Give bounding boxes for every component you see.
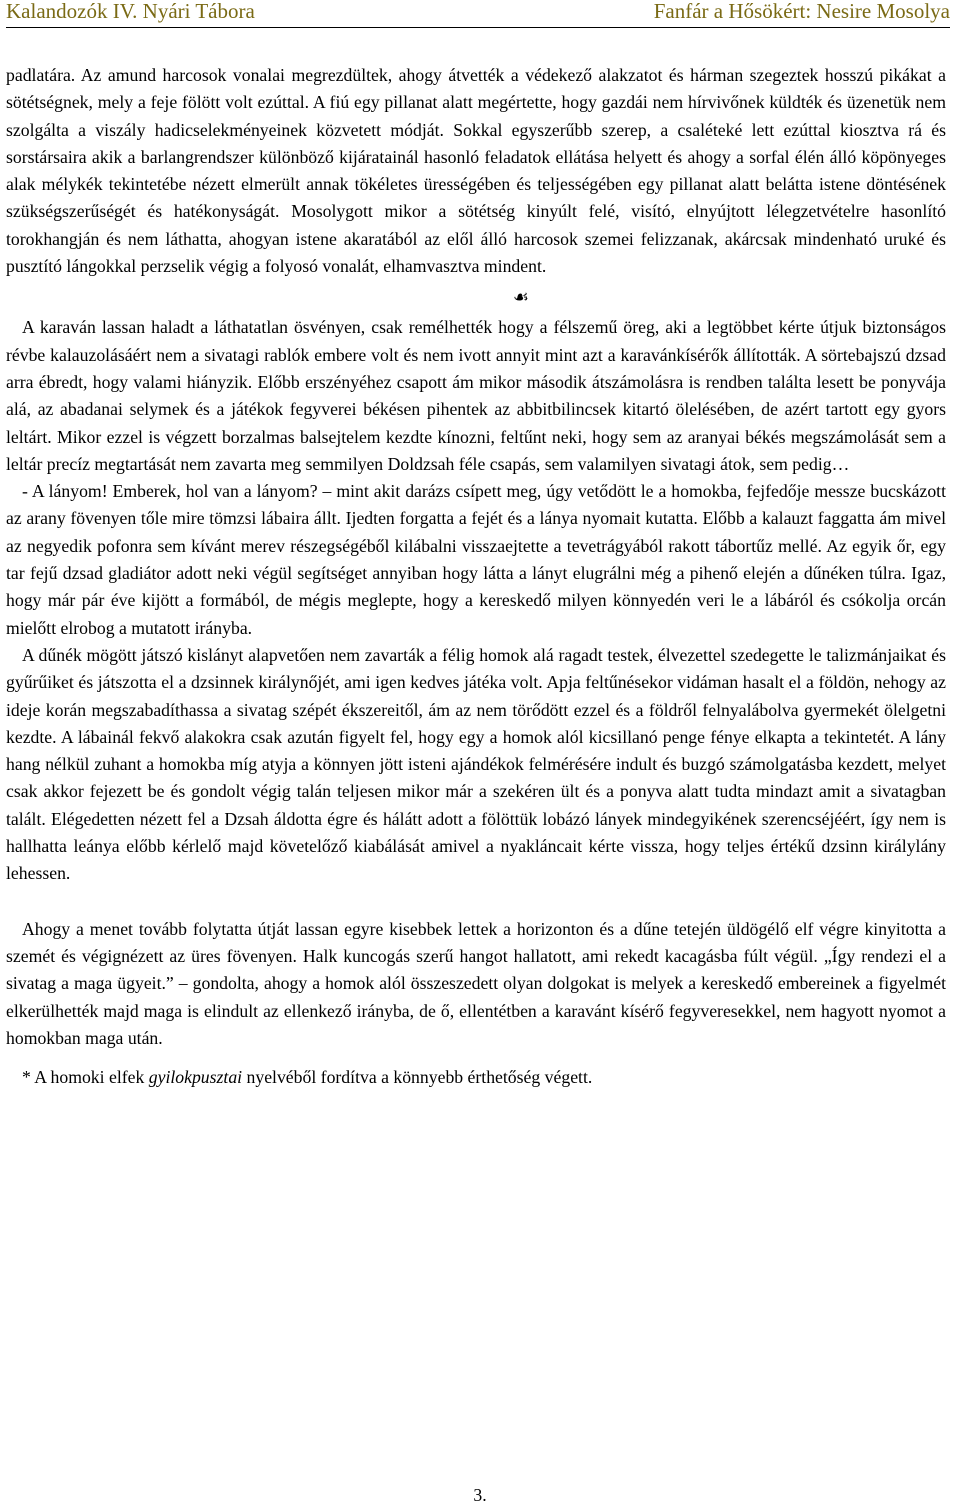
header-rule [6,27,950,28]
page-header [6,0,950,26]
section-separator-icon: ☙ [512,287,530,308]
paragraph-3: - A lányom! Emberek, hol van a lányom? – mint akit darázs csípett meg, úgy vetődött le a homokba, fejfedője messze bucskázott az arany fövenyen tőle mire tömzsi lábaira állt. Ijedten forgatta a fejét és a lánya nyomait kutatta. Előbb a kalauzt faggatta ám mivel az negyedik pofonra sem kívánt merev részegségéből kilábalni visszaejtette a tevetrágyából rakott tábortűz mellé. Az egyik őr, egy tar fejű dzsad gladiátor adott neki végül segítséget annyiban hogy látta a lányt elugrálni még a pihenő elején a dűnéken túlra. Igaz, hogy már pár éve kijött a formából, de mégis meglepte, hogy a kereskedő milyen könnyedén veri le a lábáról és csókolja orcán mielőtt elrobog a mutatott irányba. [6,481,946,638]
paragraph-2: A karaván lassan haladt a láthatatlan ösvényen, csak remélhették hogy a félszemű öreg, aki a legtöbbet kérte útjuk biztonságos révbe kalauzolásáért nem a sivatagi rablók embere volt és nem ivott annyit mint azt a karavánkísérők állították. A sörtebajszú dzsad arra ébredt, hogy valami hiányzik. Előbb erszényéhez csapott ám mikor második átszámolásra is rendben találta lesett be ponyvája alá, az abadanai selymek és a játékok fegyverei békésen pihentek az abbitbilincsek kitartó ölelésében, de azért tartott egy gyors leltárt. Mikor ezzel is végzett borzalmas balsejtelem kezdte kínozni, feltűnt neki, hogy sem az aranyai békés megszámolását sem a leltár precíz megtartását nem zavarta meg semmilyen Doldzsah féle csapás, sem valamilyen sivatagi átok, sem pedig… [6,317,946,474]
footnote-suffix: nyelvéből fordítva a könnyebb érthetőség végett. [242,1067,593,1088]
paragraph-gap [6,888,946,916]
document-body [6,62,946,1091]
footnote-italic-term: gyilokpusztai [148,1067,243,1088]
footnote-prefix: * A homoki elfek [22,1067,149,1088]
header-left-title: Kalandozók IV. Nyári Tábora [6,0,255,23]
paragraph-4: A dűnék mögött játszó kislányt alapvetően nem zavarták a félig homok alá ragadt testek, élvezettel szedegette le talizmánjaikat és gyűrűiket és játszotta el a dzsinnek királynőjét, ami igen kedves játéka volt. Apja feltűnésekor vidáman hasalt el a földön, nehogy az ideje korán megszabadíthassa a sivatag szépét ékszereitől, ám az nem törődött ezzel és a földről felnyalábolva gyermekét ölelgetni kezdte. A lábainál fekvő alakokra csak azután figyelt fel, hogy egy a homok alól kicsillanó penge fénye elkapta a tekintetét. A lány hang nélkül zuhant a homokba míg atyja a könnyen jött isteni ajándékok felmérésére indult és buzgó számolgatásba kezdett, melyet csak akkor fejezett be és gondolt végig talán teljesen mikor már a szekéren ült és a ponyva alatt tudta mindazt amit a sivatagban talált. Elégedetten nézett fel a Dzsah áldotta égre és hálátt adott a fölöttük lobázó lányek mindegyikének szerencséjéért, így nem is hallhatta leánya előbb kérlelő majd követelőző kiabálását amivel a nyakláncait kérte vissza, hogy teljes értékű dzsinn királylány lehessen. [6,644,946,884]
paragraph-5: Ahogy a menet tovább folytatta útját lassan egyre kisebbek lettek a horizonton és a dűne tetején üldögélő elf végre kinyitotta a szemét és végignézett az üres fövenyen. Halk kuncogás szerű hangot hallatott, ami rekedt kacagásba fúlt végül. „Így rendezi el a sivatag a maga ügyeit.” – gondolta, ahogy a homok alól összeszedett olyan dolgokat is melyek a kereskedő embereinek a figyelmét elkerülhették majd maga is elindult az ellenkező irányba, de ő, ellentétben a karavánt kísérő fegyveresekkel, nem hagyott nyomot a homokban maga után. [6,918,946,1048]
page-number: 3. [473,1485,487,1505]
footnote-gap [6,1052,946,1064]
footnote [6,1064,946,1091]
paragraph-1: padlatára. Az amund harcosok vonalai megrezdültek, ahogy átvették a védekező alakzatot és hárman szegeztek hosszú pikákat a sötétségnek, mely a feje fölött volt ezúttal. A fiú egy pillanat alatt megértette, hogy gazdái nem hírvivőnek küldték és üzenetük nem szolgálta a viszály hadicselekményeinek közvetett módját. Sokkal egyszerűbb szerep, a csaléteké lett ezúttal kiosztva rá és sorstársaira akik a barlangrendszer különböző kijáratainál hasonló feladatok ellátása helyett és ahogy a sorfal élén álló köpönyeges alak mélykék tekintetébe nézett elmerült annak tökéletes ürességében és teljességében egy pillanat alatt belátta istene döntésének szükségszerűségét és hatékonyságát. Mosolygott mikor a sötétség kinyúlt felé, visító, elnyújtott lélegzetvételre hasonlító torokhangján és nem láthatta, ahogyan istene akaratából az elől álló harcosok szemei felizzanak, akárcsak mindenható uruké és pusztító lángokkal perzselik végig a folyosó vonalát, elhamvasztva mindent. [6,65,946,277]
header-right-title: Fanfár a Hősökért: Nesire Mosolya [653,0,950,23]
